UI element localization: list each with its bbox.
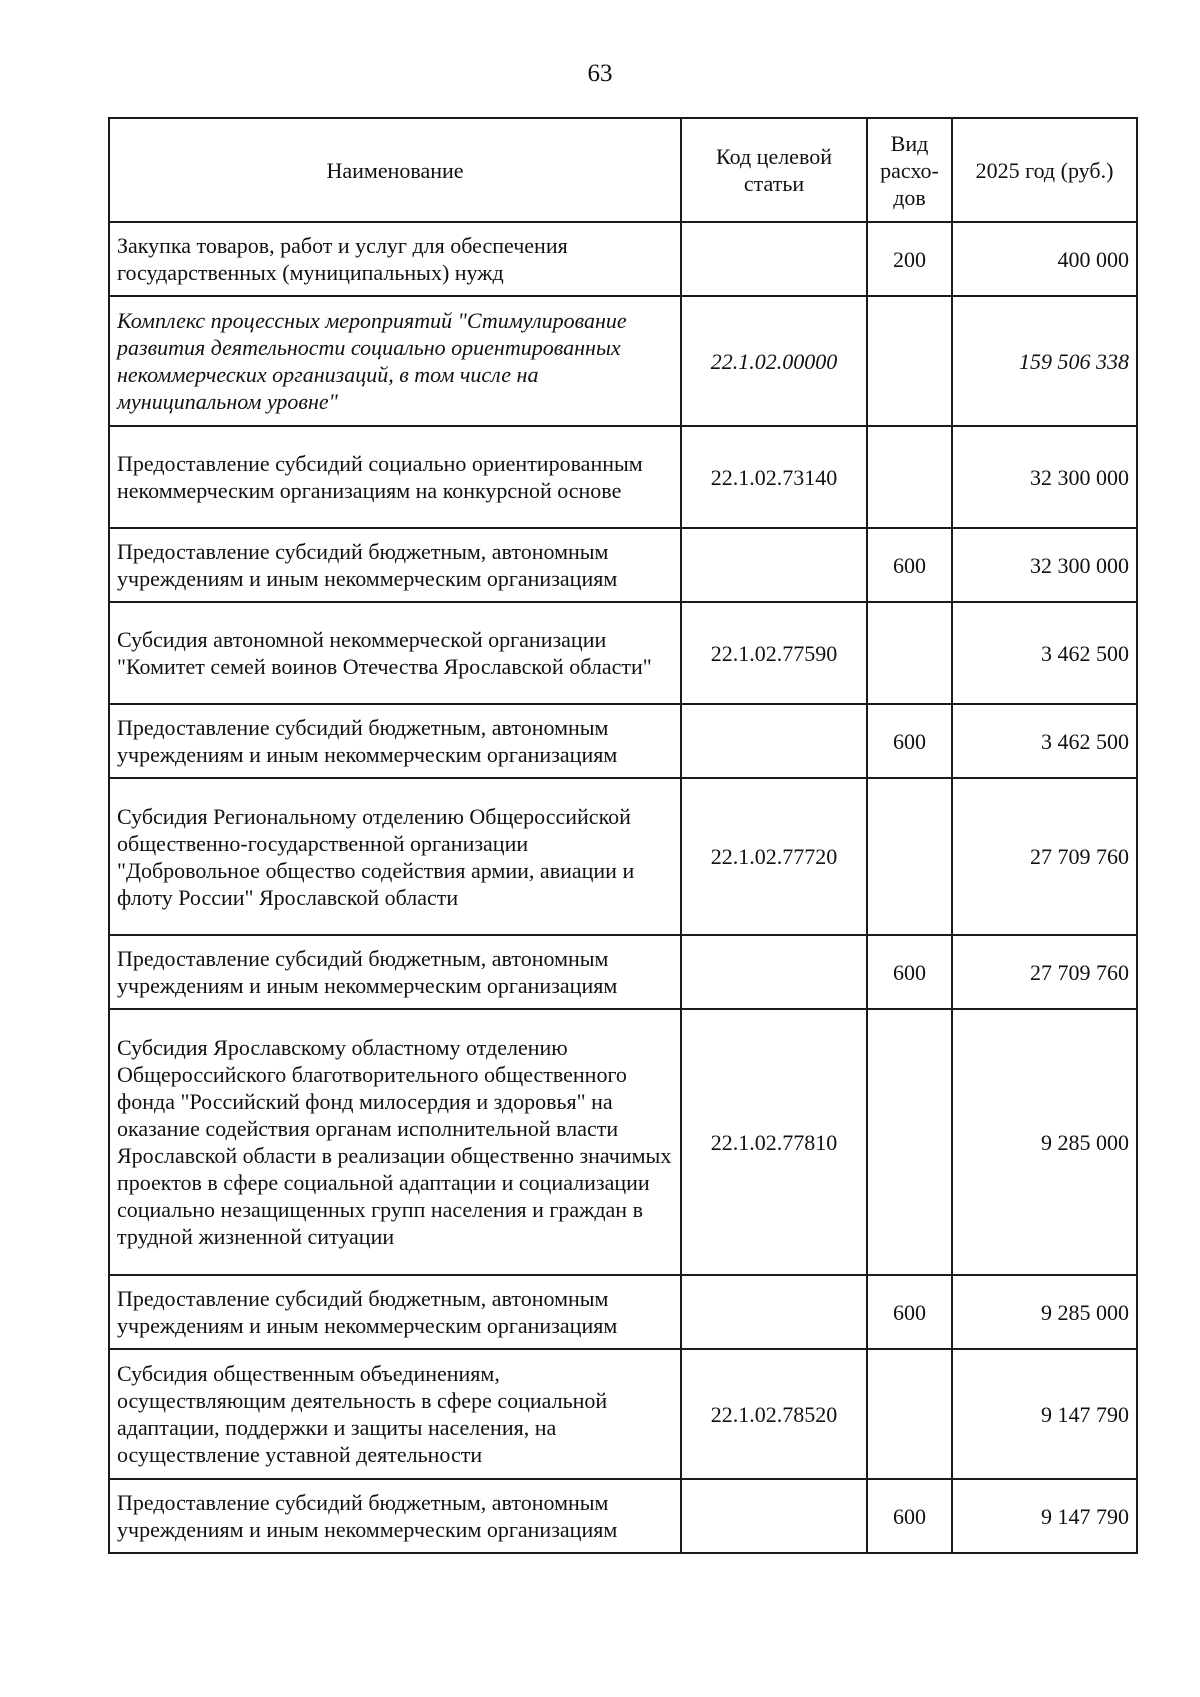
cell-name: Комплекс процессных мероприятий "Стимулирование развития деятельности социально ориентированных некоммерческих организаций, в том числе на муниципальном уровне" xyxy=(109,296,681,426)
cell-amount: 27 709 760 xyxy=(952,778,1137,935)
cell-type xyxy=(867,296,952,426)
cell-type: 600 xyxy=(867,528,952,602)
cell-type: 200 xyxy=(867,222,952,296)
cell-amount: 9 147 790 xyxy=(952,1349,1137,1479)
cell-type xyxy=(867,602,952,704)
cell-code: 22.1.02.77590 xyxy=(681,602,867,704)
cell-amount: 3 462 500 xyxy=(952,704,1137,778)
cell-code: 22.1.02.00000 xyxy=(681,296,867,426)
cell-code xyxy=(681,1479,867,1553)
table-row xyxy=(109,222,1137,296)
table-row xyxy=(109,296,1137,426)
table-row xyxy=(109,602,1137,704)
cell-name: Субсидия Ярославскому областному отделению Общероссийского благотворительного общественного фонда "Российский фонд милосердия и здоровья" на оказание содействия органам исполнительной власти Ярославской области в реализации общественно значимых проектов в сфере социальной адаптации и социализации социально незащищенных групп населения и граждан в трудной жизненной ситуации xyxy=(109,1009,681,1275)
header-code: Код целевой статьи xyxy=(681,118,867,222)
cell-code xyxy=(681,1275,867,1349)
cell-name: Субсидия автономной некоммерческой организации "Комитет семей воинов Отечества Ярославской области" xyxy=(109,602,681,704)
cell-amount: 9 285 000 xyxy=(952,1009,1137,1275)
cell-amount: 400 000 xyxy=(952,222,1137,296)
table-row xyxy=(109,1275,1137,1349)
table-row xyxy=(109,1349,1137,1479)
table-row xyxy=(109,528,1137,602)
cell-amount: 159 506 338 xyxy=(952,296,1137,426)
cell-name: Субсидия Региональному отделению Общероссийской общественно-государственной организации "Добровольное общество содействия армии, авиации и флоту России" Ярославской области xyxy=(109,778,681,935)
cell-code xyxy=(681,222,867,296)
header-name: Наименование xyxy=(109,118,681,222)
table-row xyxy=(109,426,1137,528)
cell-name: Предоставление субсидий бюджетным, автономным учреждениям и иным некоммерческим организациям xyxy=(109,1479,681,1553)
table-row xyxy=(109,935,1137,1009)
cell-code xyxy=(681,528,867,602)
table-row xyxy=(109,1479,1137,1553)
cell-name: Предоставление субсидий бюджетным, автономным учреждениям и иным некоммерческим организациям xyxy=(109,1275,681,1349)
cell-amount: 27 709 760 xyxy=(952,935,1137,1009)
cell-code xyxy=(681,935,867,1009)
cell-name: Предоставление субсидий бюджетным, автономным учреждениям и иным некоммерческим организациям xyxy=(109,704,681,778)
table-row xyxy=(109,704,1137,778)
cell-amount: 32 300 000 xyxy=(952,528,1137,602)
cell-name: Закупка товаров, работ и услуг для обеспечения государственных (муниципальных) нужд xyxy=(109,222,681,296)
cell-name: Предоставление субсидий бюджетным, автономным учреждениям и иным некоммерческим организациям xyxy=(109,528,681,602)
cell-amount: 3 462 500 xyxy=(952,602,1137,704)
cell-name: Предоставление субсидий социально ориентированным некоммерческим организациям на конкурсной основе xyxy=(109,426,681,528)
budget-table xyxy=(108,117,1138,1554)
table-row xyxy=(109,1009,1137,1275)
cell-name: Предоставление субсидий бюджетным, автономным учреждениям и иным некоммерческим организациям xyxy=(109,935,681,1009)
header-type: Вид расхо-дов xyxy=(867,118,952,222)
cell-code: 22.1.02.78520 xyxy=(681,1349,867,1479)
cell-type xyxy=(867,426,952,528)
cell-type: 600 xyxy=(867,1275,952,1349)
header-amount: 2025 год (руб.) xyxy=(952,118,1137,222)
cell-code xyxy=(681,704,867,778)
cell-type: 600 xyxy=(867,704,952,778)
cell-code: 22.1.02.77810 xyxy=(681,1009,867,1275)
cell-amount: 9 285 000 xyxy=(952,1275,1137,1349)
cell-amount: 32 300 000 xyxy=(952,426,1137,528)
cell-code: 22.1.02.73140 xyxy=(681,426,867,528)
cell-type xyxy=(867,1349,952,1479)
table-header-row xyxy=(109,118,1137,222)
cell-type: 600 xyxy=(867,935,952,1009)
cell-code: 22.1.02.77720 xyxy=(681,778,867,935)
page-number: 63 xyxy=(587,60,613,87)
cell-name: Субсидия общественным объединениям, осуществляющим деятельность в сфере социальной адаптации, поддержки и защиты населения, на осуществление уставной деятельности xyxy=(109,1349,681,1479)
table-body xyxy=(109,222,1137,1553)
cell-type xyxy=(867,778,952,935)
cell-type xyxy=(867,1009,952,1275)
cell-type: 600 xyxy=(867,1479,952,1553)
cell-amount: 9 147 790 xyxy=(952,1479,1137,1553)
table-row xyxy=(109,778,1137,935)
